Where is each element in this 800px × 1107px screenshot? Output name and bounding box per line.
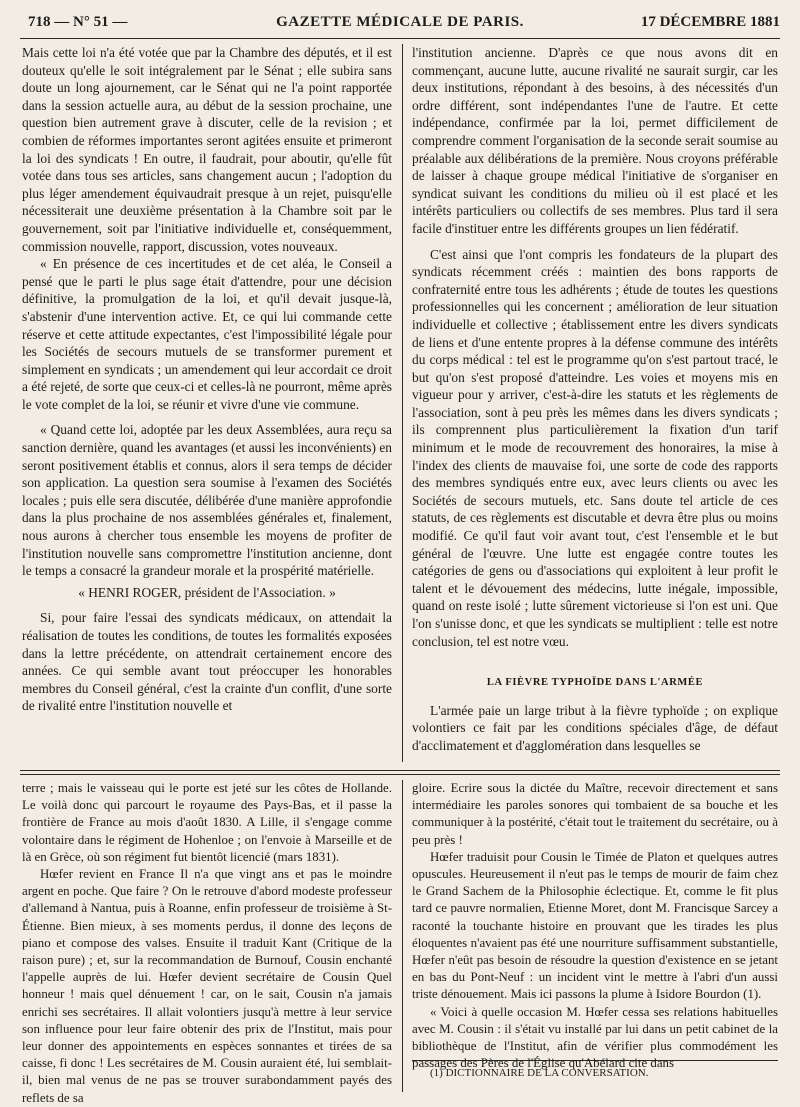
article-paragraph: C'est ainsi que l'ont compris les fondateurs de la plupart des syndicats récemment créés : maintien des bons rapports de confraternité entre tous les adhérents ; étude de toutes les questions professionnelles qui les concernent ; amélioration de leur situation individuelle et collective ; établissement entre les divers syndicats de liens et d'une entente propres à la défense commune des intérêts du corps médical : tel est le programme qu'on s'est partout tracé, le but qu'on s'est proposé d'atteindre. Les voies et moyens mis en vigueur pour y arriver, c'est-à-dire les statuts et les règlements de l'association, sont à peu près les mêmes dans les divers syndicats ; ils comprennent plus particulièrement la fixation d'un tarif minimum et le mode de recouvrement des honoraires, la mise à l'index des clients de mauvaise foi, une sorte de code des rapports des membres syndiqués entre eux, avec leurs clients ou avec les Sociétés de secours mutuels, etc. Sans doute tel article de ces statuts, de ces règlements est discutable et devra être plus ou moins modifié. Ce qu'il faut voir avant tout, c'est l'ensemble et le but général de l'œuvre. Une lutte est engagée contre toutes les catégories de gens ou d'associations qui exploitent à leur profit le talent et le dévouement des médecins, lutte inégale, impossible, quand on reste isolé ; lutte sûrement victorieuse si l'on est uni. Que l'on s'unisse donc, et que les syndicats se multiplient : telle est notre conclusion, tel est notre vœu. (412, 246, 778, 649)
journal-title: GAZETTE MÉDICALE DE PARIS. (276, 14, 524, 30)
feuilleton-right-column (412, 780, 778, 1072)
article-paragraph: l'institution ancienne. D'après ce que nous avons dit en commençant, aucune lutte, aucune rivalité ne saurait surgir, car les deux institutions, répondant à des besoins, à des nécessités d'un ordre différent, sont indépendantes l'une de l'autre. Et cette indépendance, confirmée par la loi, permet difficilement de comprendre comment l'organisation de la seconde serait soumise au préalable aux délibérations de la première. Nous croyons préférable de laisser à chaque groupe médical l'initiative de s'organiser en syndicat suivant les conditions du milieu où il est placé et les intérêts particuliers ou collectifs de ses membres. Plus tard il sera facile d'instituer entre les différents groupes un lien fédératif. (412, 45, 778, 236)
column-divider (402, 44, 403, 762)
article-paragraph: Si, pour faire l'essai des syndicats médicaux, on attendait la réalisation de toutes les conditions, de toutes les formalités exposées dans la lettre précédente, on attendrait certainement encore des années. Ce qui semble avant tout préoccuper les honorables membres du Conseil général, c'est la crainte d'un conflit, d'une sorte de rivalité entre l'institution nouvelle et (22, 610, 392, 714)
feuilleton-paragraph: gloire. Ecrire sous la dictée du Maître, recevoir directement et sans intermédiaire les paroles sonores qui tombaient de sa bouche et les communiquer à la postérité, c'était tout le traitement du secrétaire, ou à peu près ! (412, 781, 778, 847)
article-paragraph: L'armée paie un large tribut à la fièvre typhoïde ; on explique volontiers ce fait par les conditions spéciales d'âge, de défaut d'acclimatement et d'agglomération dans lesquelles se (412, 702, 778, 753)
feuilleton-rule-bottom (20, 774, 780, 775)
article-paragraph: Mais cette loi n'a été votée que par la Chambre des députés, et il est douteux qu'elle le soit intégralement par le Sénat ; elle subira sans doute un long ajournement, car le Sénat qui ne l'a point rapportée dans la session actuelle aura, au début de la session prochaine, une question bien autrement grave à discuter, celle de la revision ; et combien de réformes importantes seront agitées ensuite et primeront la loi des syndicats ! En outre, il faudrait, pour aboutir, qu'elle fût votée dans tous ses articles, sans changement aucun ; l'adoption du plus léger amendement équivaudrait presque à un rejet, puisqu'elle nécessiterait une deuxième présentation à la Chambre soit par le gouvernement, soit par l'initiative individuelle et, conséquemment, commission nouvelle, rapport, discussion, votes nouveaux. (22, 45, 392, 254)
feuilleton-paragraph: Hœfer traduisit pour Cousin le Timée de Platon et quelques autres opuscules. Heureusement il n'eut pas le temps de mourir de faim chez le Grand Sachem de la Philosophie éclectique. Et, comme le fit plus tard ce pauvre normalien, Etienne Moret, dont M. Francisque Sarcey a raconté la touchante histoire en prouvant que les tirades les plus éloquentes n'avaient pas été une nourriture suffisamment substantielle, Hœfer n'eût pas besoin de résoudre la question d'existence en se jetant en bas du Pont-Neuf : un incident vint le mettre à l'abri d'un aussi triste dénouement. Mais ici passons la plume à Isidore Bourdon (1). (412, 849, 778, 1002)
section-title: LA FIÈVRE TYPHOÏDE DANS L'ARMÉE (486, 677, 704, 689)
article-left-column (22, 44, 392, 715)
feuilleton-paragraph: Hœfer revient en France Il n'a que vingt ans et pas le moindre argent en poche. Que faire ? On le retrouve d'abord modeste professeur d'allemand à Nantua, puis à Roanne, enfin professeur de troisième à St-Étienne. Bien mieux, à ses moments perdus, il donne des leçons de piano et compose des valses. Ensuite il traduit Kant (Critique de la raison pure) ; et, sur la recommandation de Burnouf, Cousin enchanté l'appelle auprès de lui. Hœfer devient secrétaire de Cousin Quel honneur ! mais quel dénuement ! car, on le sait, Cousin n'a jamais enrichi ses secrétaires. Il allait volontiers jusqu'à mettre à leur service son influence pour leur faire obtenir des prix de l'Institut, mais pour leur donner des appointements en espèces sonnantes et tirées de sa caisse, fi donc ! Les secrétaires de M. Cousin auraient été, lui semblait-il, bien mal venus de ne pas se trouver surabondamment payés des reflets de sa (22, 867, 392, 1105)
column-divider (402, 780, 403, 1092)
page-header (20, 14, 780, 36)
article-paragraph: « Quand cette loi, adoptée par les deux Assemblées, aura reçu sa sanction dernière, quand les avantages (et aussi les inconvénients) en seront positivement établis et connus, alors il sera temps de décider son application. La question sera soumise à l'examen des Sociétés locales ; puis elle sera discutée, délibérée d'une manière approfondie dans la plus prochaine de nos assemblées générales et, finalement, nous aurons à chercher tous ensemble les moyens de profiter de l'institution nouvelle sans compromettre l'institution ancienne, dont le temps a consacré la grandeur morale et la prospérité matérielle. (22, 422, 392, 579)
signature-line: « HENRI ROGER, président de l'Association. » (78, 584, 336, 600)
issue-date: 17 DÉCEMBRE 1881 (640, 14, 780, 30)
article-paragraph: « En présence de ces incertitudes et de cet aléa, le Conseil a pensé que le parti le plus sage était d'attendre, pour une décision définitive, la promulgation de la loi, et qu'il devait jusque-là, s'abstenir d'une intervention active. Et, ce qui lui commande cette réserve et cette attitude expectantes, c'est l'impossibilité légale pour les Sociétés de secours mutuels de se transformer purement et simplement en syndicats ; un amendement qui leur accordait ce droit a été rejeté, de sorte que ceux-ci et celles-là ne pourront, même après le vote complet de la loi, se réunir et vivre d'une vie commune. (22, 256, 392, 412)
page-number: 718 — N° 51 — (28, 14, 128, 30)
feuilleton-paragraph: terre ; mais le vaisseau qui le porte est jeté sur les côtes de Hollande. Le voilà donc qui parcourt le royaume des Pays-Bas, et il passe la frontière de France au mois d'août 1830. A Lille, il s'engage comme volontaire dans le régiment de Hohenloe ; on l'envoie à Marseille et de là en Grèce, où son régiment fut bientôt licencié (mars 1831). (22, 781, 392, 864)
article-right-column (412, 44, 778, 755)
footnote: (1) DICTIONNAIRE DE LA CONVERSATION. (430, 1067, 649, 1079)
footnote-rule (412, 1060, 778, 1061)
feuilleton-left-column (22, 780, 392, 1107)
feuilleton-paragraph: « Voici à quelle occasion M. Hœfer cessa ses relations habituelles avec M. Cousin : il s'était vu installé par lui dans un petit cabinet de la bibliothèque de l'Institut, afin de vérifier plus commodément les passages des Pères de l'Église qu'Abélard cite dans (412, 1004, 778, 1071)
feuilleton-rule-top (20, 770, 780, 771)
header-rule (20, 38, 780, 39)
